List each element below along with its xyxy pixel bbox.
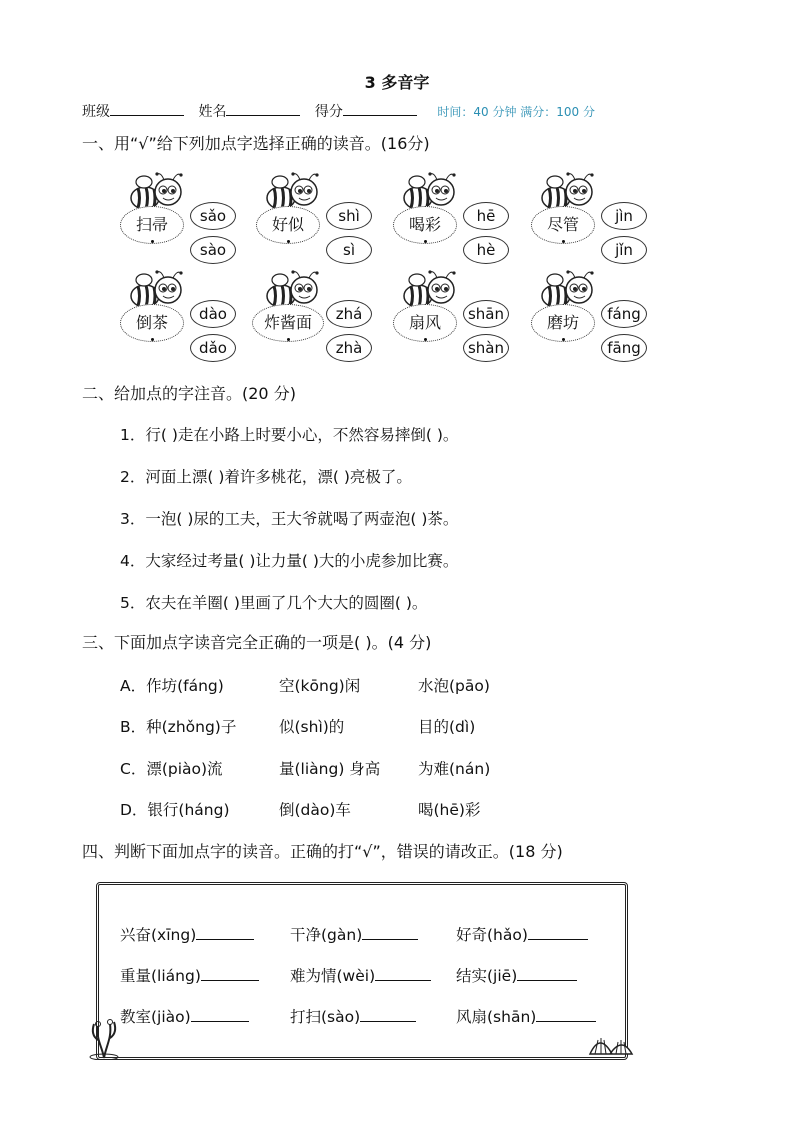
- pinyin-choice-2[interactable]: jǐn: [601, 236, 647, 264]
- option-c-2: 量(liàng) 身高: [279, 760, 381, 778]
- option-a-2: 空(kōng)闲: [279, 677, 361, 695]
- emphasis-dot: [151, 338, 154, 341]
- emphasis-dot: [424, 240, 427, 243]
- word-oval: 尽管: [531, 206, 595, 244]
- judge-item-text: 打扫(sào): [290, 1008, 361, 1026]
- name-blank[interactable]: [226, 101, 300, 116]
- pinyin-choice-1[interactable]: hē: [463, 202, 509, 230]
- section2-line-4: 4．大家经过考量( )让力量( )大的小虎参加比赛。: [120, 552, 459, 570]
- section4-heading: 四、判断下面加点字的读音。正确的打“√”，错误的请改正。(18 分): [82, 842, 563, 861]
- option-a-1: A．作坊(fáng): [120, 677, 224, 695]
- section1-heading: 一、用“√”给下列加点字选择正确的读音。(16分): [82, 134, 430, 153]
- class-blank[interactable]: [110, 101, 184, 116]
- option-c-1: C．漂(piào)流: [120, 760, 223, 778]
- word-oval: 好似: [256, 206, 320, 244]
- judge-item: [456, 923, 588, 945]
- section2-line-2: 2．河面上漂( )着许多桃花，漂( )亮极了。: [120, 468, 412, 486]
- student-info-line: [82, 101, 595, 121]
- answer-blank[interactable]: [528, 925, 588, 940]
- judge-item: [120, 923, 254, 945]
- answer-blank[interactable]: [536, 1007, 596, 1022]
- pinyin-choice-2[interactable]: fāng: [601, 334, 647, 362]
- coral-decoration-icon: [86, 1010, 122, 1060]
- name-label: 姓名: [198, 104, 227, 120]
- judge-item: [290, 923, 418, 945]
- pinyin-choice-1[interactable]: shān: [463, 300, 509, 328]
- answer-blank[interactable]: [191, 1007, 249, 1022]
- emphasis-dot: [424, 338, 427, 341]
- section2-line-3: 3．一泡( )尿的工夫，王大爷就喝了两壶泡( )茶。: [120, 510, 459, 528]
- judge-item-text: 难为情(wèi): [290, 967, 376, 985]
- judge-item-text: 结实(jiē): [456, 967, 518, 985]
- judge-item-text: 重量(liáng): [120, 967, 201, 985]
- pinyin-choice-1[interactable]: dào: [190, 300, 236, 328]
- pinyin-choice-1[interactable]: zhá: [326, 300, 372, 328]
- answer-blank[interactable]: [196, 925, 254, 940]
- emphasis-dot: [151, 240, 154, 243]
- answer-blank[interactable]: [360, 1007, 416, 1022]
- judge-item-text: 兴奋(xīng): [120, 926, 197, 944]
- word-oval: 扫帚: [120, 206, 184, 244]
- pinyin-choice-2[interactable]: shàn: [463, 334, 509, 362]
- judge-item-text: 教室(jiào): [120, 1008, 191, 1026]
- class-label: 班级: [82, 104, 110, 120]
- answer-blank[interactable]: [201, 966, 259, 981]
- pinyin-choice-1[interactable]: sǎo: [190, 202, 236, 230]
- section2-line-5: 5．农夫在羊圈( )里画了几个大大的圆圈( )。: [120, 594, 428, 612]
- judge-item-text: 好奇(hǎo): [456, 926, 528, 944]
- word-oval: 磨坊: [531, 304, 595, 342]
- time-score-meta: 时间：40 分钟 满分：100 分: [437, 105, 595, 119]
- word-oval: 扇风: [393, 304, 457, 342]
- option-b-3: 目的(dì): [418, 718, 476, 736]
- option-b-2: 似(shì)的: [279, 718, 345, 736]
- pinyin-choice-1[interactable]: shì: [326, 202, 372, 230]
- option-d-3: 喝(hē)彩: [418, 801, 481, 819]
- word-oval: 炸酱面: [252, 304, 324, 342]
- word-oval: 倒茶: [120, 304, 184, 342]
- word-oval: 喝彩: [393, 206, 457, 244]
- pinyin-choice-2[interactable]: dǎo: [190, 334, 236, 362]
- option-d-2: 倒(dào)车: [279, 801, 351, 819]
- judge-item: [120, 964, 259, 986]
- pinyin-choice-1[interactable]: fáng: [601, 300, 647, 328]
- judge-item: [456, 1005, 596, 1027]
- option-c-3: 为难(nán): [418, 760, 491, 778]
- judge-item-text: 风扇(shān): [456, 1008, 537, 1026]
- section2-heading: 二、给加点的字注音。(20 分): [82, 384, 296, 403]
- judge-item: [290, 964, 431, 986]
- option-d-1: D．银行(háng): [120, 801, 230, 819]
- emphasis-dot: [562, 240, 565, 243]
- option-b-1: B．种(zhǒng)子: [120, 718, 237, 736]
- emphasis-dot: [287, 240, 290, 243]
- score-label: 得分: [314, 104, 343, 120]
- judge-item: [120, 1005, 249, 1027]
- option-a-3: 水泡(pāo): [418, 677, 490, 695]
- answer-blank[interactable]: [362, 925, 418, 940]
- emphasis-dot: [287, 338, 290, 341]
- score-blank[interactable]: [343, 101, 417, 116]
- section3-heading: 三、下面加点字读音完全正确的一项是( )。(4 分): [82, 633, 432, 652]
- emphasis-dot: [562, 338, 565, 341]
- shells-decoration-icon: [586, 1030, 636, 1056]
- pinyin-choice-2[interactable]: hè: [463, 236, 509, 264]
- judge-item: [290, 1005, 416, 1027]
- judge-item: [456, 964, 577, 986]
- section2-line-1: 1．行( )走在小路上时要小心，不然容易摔倒( )。: [120, 426, 459, 444]
- judge-item-text: 干净(gàn): [290, 926, 363, 944]
- pinyin-choice-2[interactable]: sì: [326, 236, 372, 264]
- page-title: 3 多音字: [364, 73, 430, 92]
- pinyin-choice-2[interactable]: zhà: [326, 334, 372, 362]
- pinyin-choice-2[interactable]: sào: [190, 236, 236, 264]
- answer-blank[interactable]: [517, 966, 577, 981]
- answer-blank[interactable]: [375, 966, 431, 981]
- pinyin-choice-1[interactable]: jìn: [601, 202, 647, 230]
